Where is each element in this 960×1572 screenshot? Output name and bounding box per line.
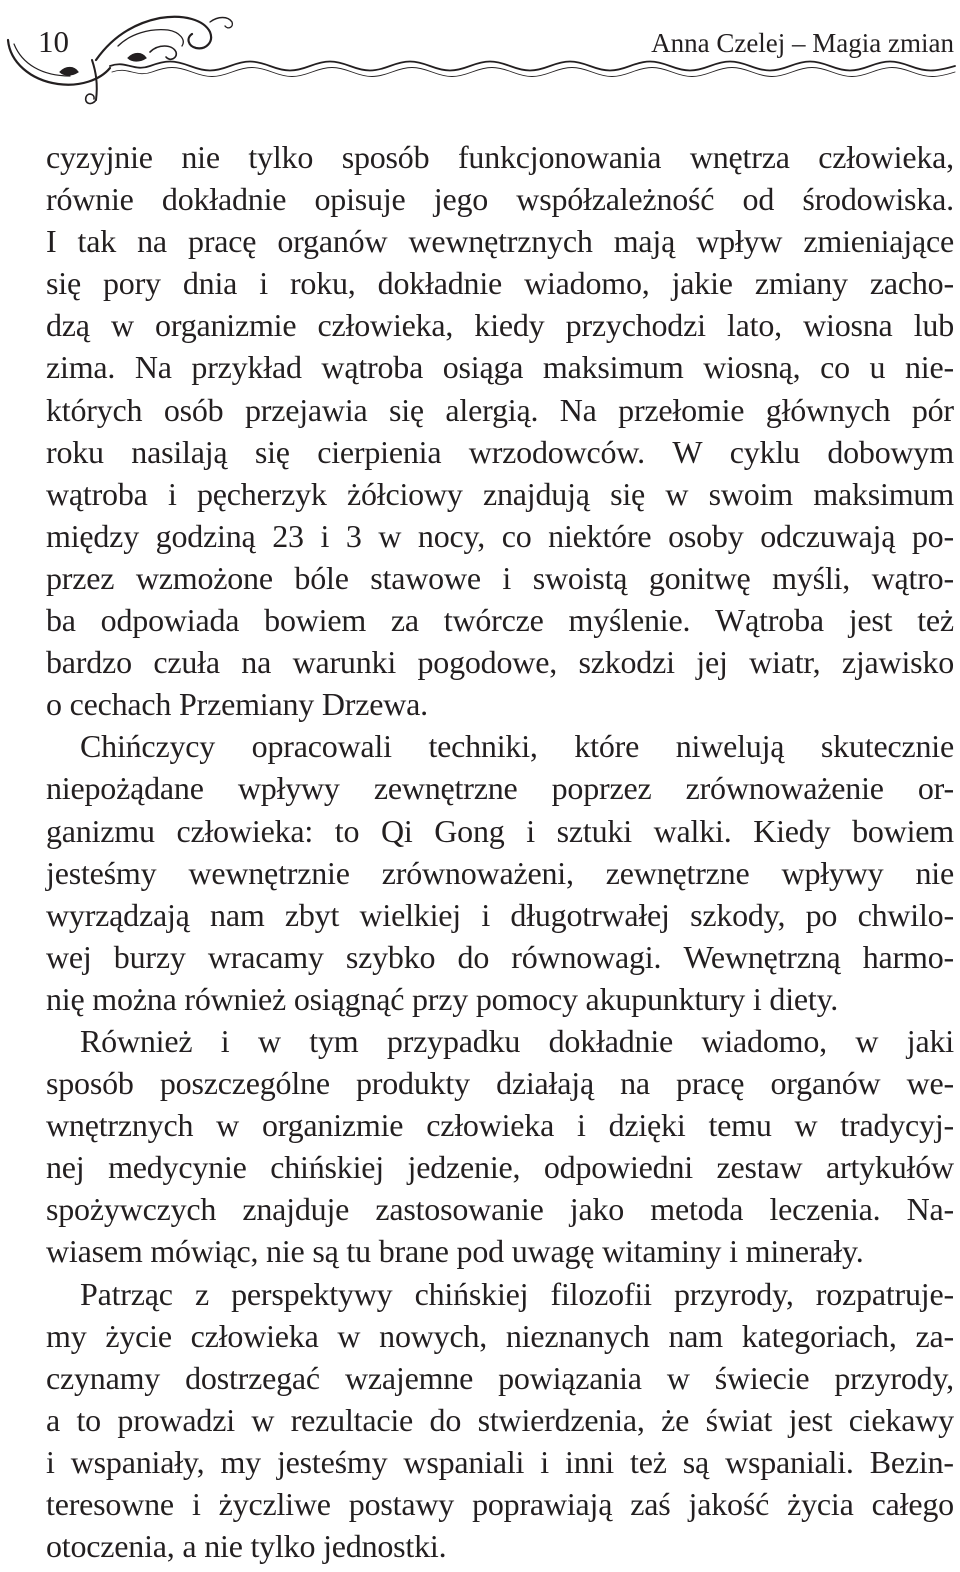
text-line: otoczenia, a nie tylko jednostki. (46, 1528, 447, 1565)
text-line: my życie człowieka w nowych, nieznanych nam kategoriach, za- (46, 1317, 954, 1354)
paragraph (46, 725, 954, 1020)
text-line: o cechach Przemiany Drzewa. (46, 686, 428, 723)
text-line: ba odpowiada bowiem za twórcze myślenie. Wątroba jest też (46, 602, 954, 639)
text-line: roku nasilają się cierpienia wrzodowców. W cyklu dobowym (46, 433, 954, 470)
text-line: przez wzmożone bóle stawowe i swoistą gonitwę myśli, wątro- (46, 559, 954, 596)
text-line: a to prowadzi w rezultacie do stwierdzenia, że świat jest ciekawy (46, 1401, 954, 1438)
text-line: wątroba i pęcherzyk żółciowy znajdują się w swoim maksimum (46, 475, 954, 512)
text-line: spożywczych znajduje zastosowanie jako metoda leczenia. Na- (46, 1191, 954, 1228)
text-line: zima. Na przykład wątroba osiąga maksimum wiosną, co u nie- (46, 349, 954, 386)
page-header (0, 0, 960, 110)
text-line: wyrządzają nam zbyt wielkiej i długotrwałej szkody, po chwilo- (46, 896, 954, 933)
text-line: bardzo czuła na warunki pogodowe, szkodzi jej wiatr, zjawisko (46, 644, 954, 681)
running-head: Anna Czelej – Magia zmian (651, 28, 954, 58)
text-line: jesteśmy wewnętrznie zrównoważeni, zewnętrzne wpływy nie (46, 854, 954, 891)
paragraph (46, 1273, 954, 1568)
page-body (46, 136, 954, 1567)
text-line: Również i w tym przypadku dokładnie wiadomo, w jaki (80, 1022, 954, 1059)
text-line: wiasem mówiąc, nie są tu brane pod uwagę witaminy i minerały. (46, 1233, 864, 1270)
text-line: między godziną 23 i 3 w nocy, co niektóre osoby odczuwają po- (46, 517, 954, 554)
text-line: których osób przejawia się alergią. Na przełomie głównych pór (46, 391, 954, 428)
text-line: się pory dnia i roku, dokładnie wiadomo, jakie zmiany zacho- (46, 265, 954, 302)
text-line: sposób poszczególne produkty działają na pracę organów we- (46, 1065, 954, 1102)
text-line: ganizmu człowieka: to Qi Gong i sztuki walki. Kiedy bowiem (46, 812, 954, 849)
text-line: nej medycynie chińskiej jedzenie, odpowiedni zestaw artykułów (46, 1149, 954, 1186)
text-line: i wspaniały, my jesteśmy wspaniali i inni też są wspaniali. Bezin- (46, 1443, 954, 1480)
text-line: czynamy dostrzegać wzajemne powiązania w świecie przyrody, (46, 1359, 954, 1396)
text-line: równie dokładnie opisuje jego współzależność od środowiska. (46, 181, 954, 218)
text-line: niepożądane wpływy zewnętrzne poprzez zrównoważenie or- (46, 770, 954, 807)
text-line: dzą w organizmie człowieka, kiedy przychodzi lato, wiosna lub (46, 307, 954, 344)
text-line: wej burzy wracamy szybko do równowagi. Wewnętrzną harmo- (46, 938, 954, 975)
page-number: 10 (38, 24, 69, 59)
text-line: wnętrznych w organizmie człowieka i dzięki temu w tradycyj- (46, 1107, 954, 1144)
text-line: Chińczycy opracowali techniki, które niwelują skutecznie (80, 728, 954, 765)
text-line: cyzyjnie nie tylko sposób funkcjonowania wnętrza człowieka, (46, 139, 954, 175)
text-line: teresowne i życzliwe postawy poprawiają zaś jakość życia całego (46, 1486, 954, 1522)
paragraph (46, 136, 954, 725)
text-line: nię można również osiągnąć przy pomocy akupunktury i diety. (46, 980, 839, 1017)
paragraph (46, 1020, 954, 1273)
text-line: I tak na pracę organów wewnętrznych mają wpływ zmieniające (46, 223, 954, 260)
text-line: Patrząc z perspektywy chińskiej filozofii przyrody, rozpatruje- (80, 1275, 954, 1312)
